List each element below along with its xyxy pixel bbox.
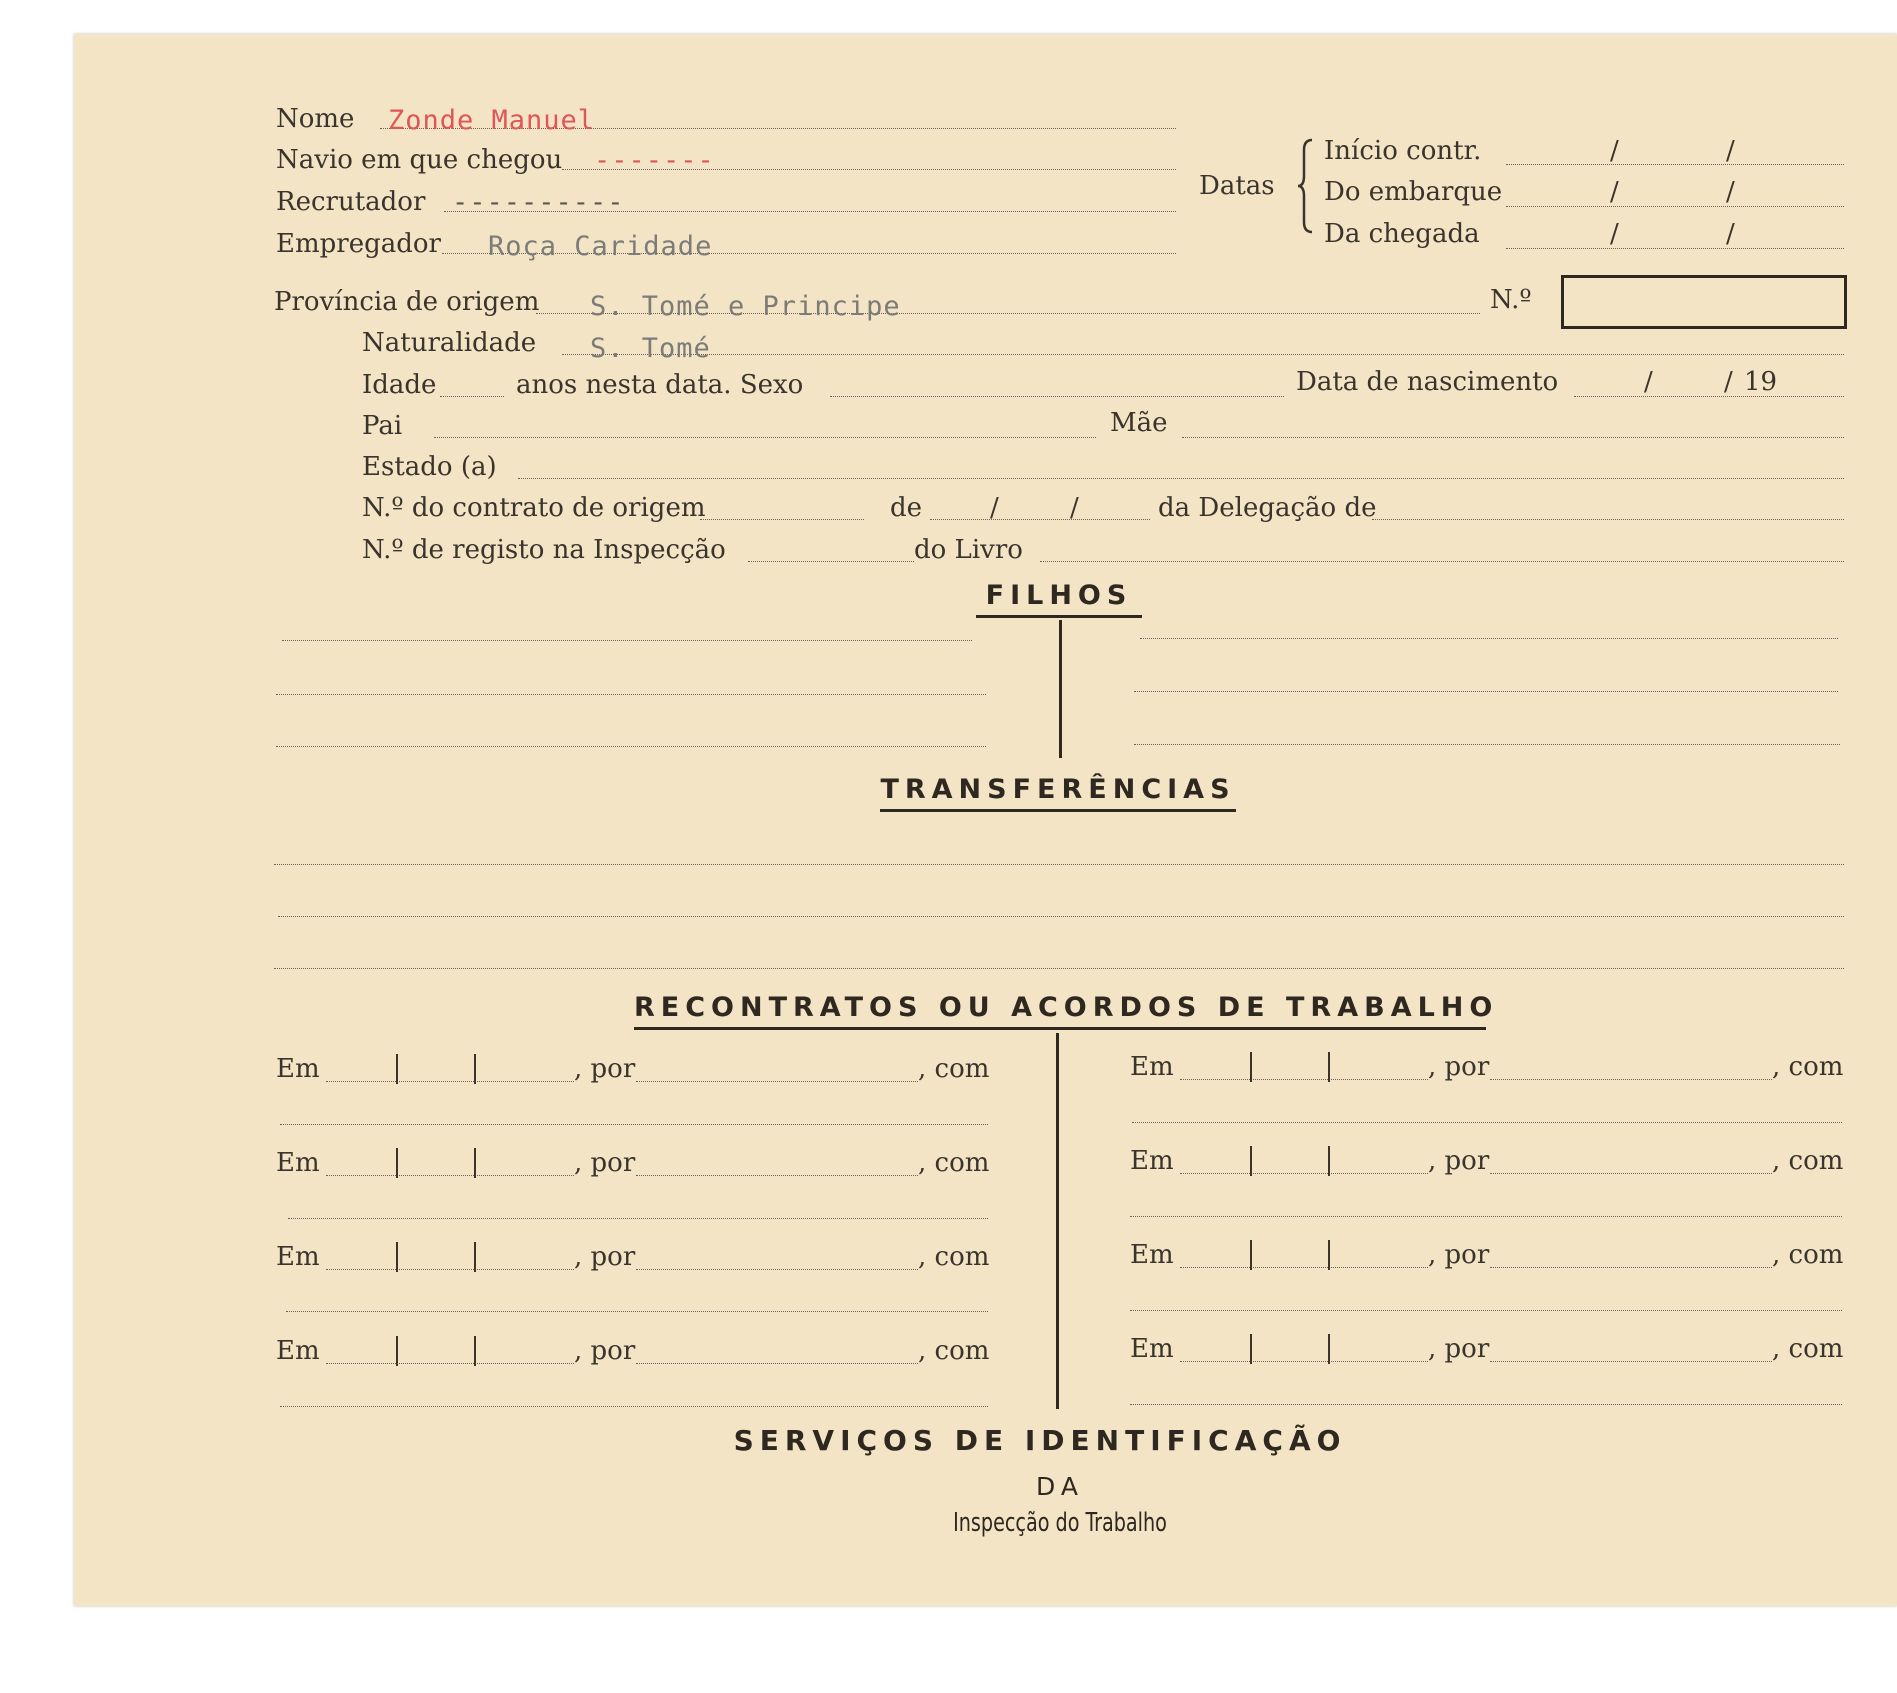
nome-value: Zonde Manuel bbox=[388, 105, 596, 136]
sexo-line bbox=[830, 396, 1284, 397]
continuation-line bbox=[280, 1124, 988, 1125]
footer-servicos: SERVIÇOS DE IDENTIFICAÇÃO bbox=[733, 1424, 1347, 1457]
por-label: , por bbox=[1428, 1146, 1490, 1176]
contrato-slash-1: / bbox=[990, 493, 999, 523]
embarque-slash-2: / bbox=[1726, 177, 1735, 207]
recontratos-divider bbox=[1056, 1033, 1059, 1409]
com-label: , com bbox=[918, 1242, 990, 1272]
embarque-label: Do embarque bbox=[1324, 177, 1503, 207]
por-line bbox=[636, 1363, 918, 1364]
chegada-slash-1: / bbox=[1610, 219, 1619, 249]
filhos-line-right-3 bbox=[1134, 744, 1840, 745]
datas-brace bbox=[1298, 138, 1320, 234]
em-label: Em bbox=[1130, 1146, 1174, 1176]
transferencias-line-2 bbox=[278, 916, 1844, 917]
por-line bbox=[1490, 1173, 1772, 1174]
continuation-line bbox=[1130, 1310, 1842, 1311]
nascimento-line bbox=[1574, 396, 1844, 397]
filhos-divider bbox=[1059, 620, 1062, 758]
por-label: , por bbox=[1428, 1334, 1490, 1364]
date-bar-2 bbox=[1328, 1334, 1330, 1364]
continuation-line bbox=[1132, 1122, 1842, 1123]
com-label: , com bbox=[1772, 1240, 1844, 1270]
idade-label: Idade bbox=[362, 370, 437, 400]
nome-label: Nome bbox=[276, 104, 355, 134]
transferencias-heading: TRANSFERÊNCIAS bbox=[880, 774, 1236, 805]
estado-label: Estado (a) bbox=[362, 452, 497, 482]
por-label: , por bbox=[574, 1336, 636, 1366]
date-line bbox=[1180, 1173, 1428, 1174]
provincia-value: S. Tomé e Principe bbox=[590, 291, 901, 322]
transferencias-line-1 bbox=[274, 864, 1844, 865]
footer-inspeccao: Inspecção do Trabalho bbox=[953, 1508, 1167, 1538]
date-bar-1 bbox=[396, 1148, 398, 1178]
date-line bbox=[326, 1081, 574, 1082]
date-bar-2 bbox=[474, 1148, 476, 1178]
date-line bbox=[1180, 1267, 1428, 1268]
date-bar-1 bbox=[1250, 1052, 1252, 1082]
nascimento-year-prefix: 19 bbox=[1744, 367, 1778, 397]
em-label: Em bbox=[1130, 1334, 1174, 1364]
recontratos-underline bbox=[634, 1027, 1486, 1030]
por-label: , por bbox=[1428, 1052, 1490, 1082]
filhos-line-right-1 bbox=[1140, 638, 1838, 639]
transferencias-underline bbox=[880, 809, 1236, 812]
livro-label: do Livro bbox=[914, 535, 1023, 565]
por-line bbox=[636, 1175, 918, 1176]
por-line bbox=[1490, 1079, 1772, 1080]
continuation-line bbox=[286, 1311, 988, 1312]
com-label: , com bbox=[1772, 1146, 1844, 1176]
por-label: , por bbox=[1428, 1240, 1490, 1270]
date-line bbox=[326, 1175, 574, 1176]
numero-box bbox=[1561, 275, 1847, 329]
com-label: , com bbox=[918, 1336, 990, 1366]
chegada-label: Da chegada bbox=[1324, 219, 1480, 249]
pai-line bbox=[434, 437, 1096, 438]
date-bar-1 bbox=[396, 1336, 398, 1366]
por-line bbox=[1490, 1267, 1772, 1268]
naturalidade-line bbox=[562, 354, 1844, 355]
date-bar-2 bbox=[474, 1242, 476, 1272]
filhos-line-right-2 bbox=[1134, 691, 1838, 692]
date-bar-1 bbox=[1250, 1240, 1252, 1270]
em-label: Em bbox=[276, 1336, 320, 1366]
continuation-line bbox=[288, 1218, 988, 1219]
chegada-line bbox=[1506, 248, 1844, 249]
nascimento-slash-2: / bbox=[1724, 367, 1733, 397]
date-bar-2 bbox=[474, 1336, 476, 1366]
date-bar-2 bbox=[474, 1054, 476, 1084]
date-line bbox=[326, 1269, 574, 1270]
date-bar-1 bbox=[396, 1054, 398, 1084]
mae-line bbox=[1182, 437, 1844, 438]
filhos-underline bbox=[976, 615, 1142, 618]
delegacao-label: da Delegação de bbox=[1158, 493, 1377, 523]
por-label: , por bbox=[574, 1148, 636, 1178]
numero-label: N.º bbox=[1490, 285, 1532, 315]
recontratos-heading: RECONTRATOS OU ACORDOS DE TRABALHO bbox=[634, 992, 1499, 1023]
em-label: Em bbox=[276, 1242, 320, 1272]
date-line bbox=[1180, 1361, 1428, 1362]
pai-label: Pai bbox=[362, 411, 403, 441]
continuation-line bbox=[1130, 1216, 1842, 1217]
inicio-line bbox=[1506, 164, 1844, 165]
por-label: , por bbox=[574, 1054, 636, 1084]
date-bar-2 bbox=[1328, 1240, 1330, 1270]
filhos-line-left-1 bbox=[282, 640, 972, 641]
filhos-heading: FILHOS bbox=[985, 580, 1133, 611]
date-bar-1 bbox=[396, 1242, 398, 1272]
inicio-slash-1: / bbox=[1610, 136, 1619, 166]
date-line bbox=[326, 1363, 574, 1364]
provincia-label: Província de origem bbox=[274, 287, 540, 317]
inicio-label: Início contr. bbox=[1324, 136, 1482, 166]
com-label: , com bbox=[918, 1054, 990, 1084]
delegacao-line bbox=[1372, 519, 1844, 520]
naturalidade-value: S. Tomé bbox=[590, 333, 711, 364]
por-label: , por bbox=[574, 1242, 636, 1272]
embarque-slash-1: / bbox=[1610, 177, 1619, 207]
nascimento-label: Data de nascimento bbox=[1296, 367, 1559, 397]
recrutador-value: ---------- bbox=[452, 187, 625, 218]
contrato-line bbox=[700, 519, 864, 520]
empregador-value: Roça Caridade bbox=[488, 231, 713, 262]
mae-label: Mãe bbox=[1110, 408, 1168, 438]
em-label: Em bbox=[276, 1054, 320, 1084]
embarque-line bbox=[1506, 206, 1844, 207]
registo-label: N.º de registo na Inspecção bbox=[362, 535, 726, 565]
filhos-line-left-3 bbox=[276, 746, 986, 747]
date-bar-2 bbox=[1328, 1052, 1330, 1082]
com-label: , com bbox=[1772, 1052, 1844, 1082]
livro-line bbox=[1040, 561, 1844, 562]
inicio-slash-2: / bbox=[1726, 136, 1735, 166]
datas-label: Datas bbox=[1199, 171, 1275, 201]
em-label: Em bbox=[1130, 1240, 1174, 1270]
continuation-line bbox=[1130, 1404, 1842, 1405]
recrutador-label: Recrutador bbox=[276, 187, 426, 217]
em-label: Em bbox=[276, 1148, 320, 1178]
date-bar-2 bbox=[1328, 1146, 1330, 1176]
navio-label: Navio em que chegou bbox=[276, 145, 563, 175]
filhos-line-left-2 bbox=[276, 694, 986, 695]
por-line bbox=[636, 1081, 918, 1082]
por-line bbox=[636, 1269, 918, 1270]
date-bar-1 bbox=[1250, 1334, 1252, 1364]
com-label: , com bbox=[1772, 1334, 1844, 1364]
transferencias-line-3 bbox=[274, 968, 1844, 969]
por-line bbox=[1490, 1361, 1772, 1362]
date-line bbox=[1180, 1079, 1428, 1080]
contrato-slash-2: / bbox=[1070, 493, 1079, 523]
contrato-label: N.º do contrato de origem bbox=[362, 493, 706, 523]
navio-value: ------- bbox=[594, 145, 715, 176]
em-label: Em bbox=[1130, 1052, 1174, 1082]
registo-line bbox=[748, 561, 914, 562]
com-label: , com bbox=[918, 1148, 990, 1178]
footer-da: DA bbox=[1036, 1472, 1084, 1501]
nascimento-slash-1: / bbox=[1644, 367, 1653, 397]
anos-sexo-label: anos nesta data. Sexo bbox=[516, 370, 804, 400]
contrato-date-line bbox=[930, 519, 1150, 520]
de-label: de bbox=[890, 493, 923, 523]
chegada-slash-2: / bbox=[1726, 219, 1735, 249]
naturalidade-label: Naturalidade bbox=[362, 328, 537, 358]
continuation-line bbox=[280, 1406, 988, 1407]
estado-line bbox=[518, 478, 1844, 479]
date-bar-1 bbox=[1250, 1146, 1252, 1176]
idade-line bbox=[440, 396, 504, 397]
empregador-label: Empregador bbox=[276, 229, 441, 259]
identification-card bbox=[74, 34, 1897, 1606]
